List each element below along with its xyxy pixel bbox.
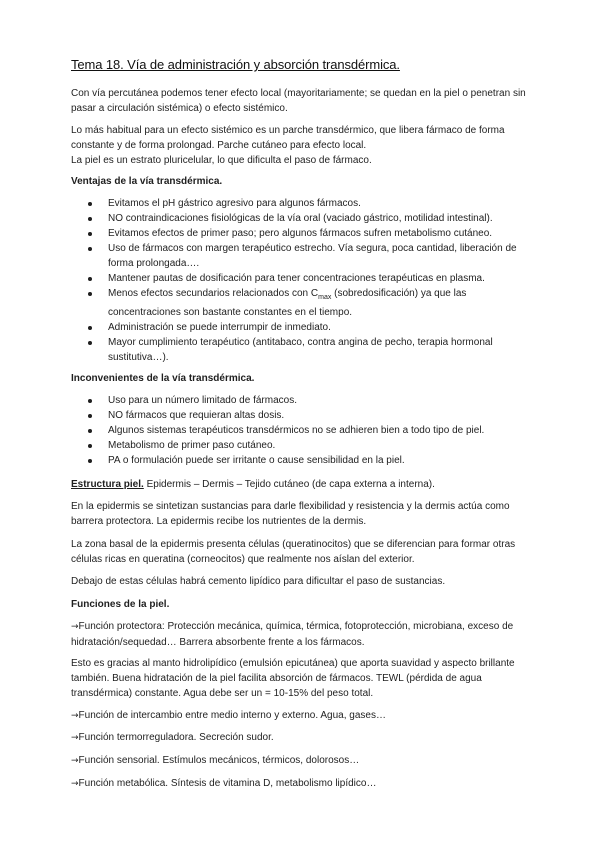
funcion-termo-paragraph [71, 730, 533, 746]
list-item-cmax [71, 286, 533, 320]
funciones-heading: Funciones de la piel. [71, 599, 170, 610]
funcion-sensorial-paragraph [71, 753, 533, 769]
ventajas-list [71, 196, 533, 365]
funcion-intercambio-text: Función de intercambio entre medio interno y externo. Agua, gases… [78, 710, 386, 721]
ventajas-heading: Ventajas de la vía transdérmica. [71, 176, 223, 187]
funcion-termo-text: Función termorreguladora. Secreción sudor. [78, 732, 274, 743]
arrow-icon: → [71, 711, 79, 721]
list-item: Mayor cumplimiento terapéutico (antitabaco, contra angina de pecho, terapia hormonal sustitutiva…). [71, 335, 533, 365]
intro-paragraph-2 [71, 123, 533, 168]
intro-paragraph-2a: Lo más habitual para un efecto sistémico es un parche transdérmico, que libera fármaco de forma constante y de forma prolongad. Parche cutáneo para efecto local. [71, 125, 505, 151]
list-item: NO contraindicaciones fisiológicas de la vía oral (vaciado gástrico, motilidad intestinal). [71, 211, 533, 226]
list-item: Algunos sistemas terapéuticos transdérmicos no se adhieren bien a todo tipo de piel. [71, 423, 533, 438]
epidermis-paragraph: En la epidermis se sintetizan sustancias para darle flexibilidad y resistencia y la dermis actúa como barrera protectora. La epidermis recibe los nutrientes de la dermis. [71, 501, 510, 527]
list-item: Evitamos efectos de primer paso; pero algunos fármacos sufren metabolismo cutáneo. [71, 226, 533, 241]
estructura-label: Estructura piel. [71, 479, 144, 490]
cemento-paragraph: Debajo de estas células habrá cemento lipídico para dificultar el paso de sustancias. [71, 576, 446, 587]
arrow-icon: → [71, 779, 79, 789]
list-item: Uso para un número limitado de fármacos. [71, 393, 533, 408]
intro-paragraph-1: Con vía percutánea podemos tener efecto local (mayoritariamente; se quedan en la piel o penetran sin pasar a circulación sistémica) o efecto sistémico. [71, 88, 526, 114]
funcion-protectora-paragraph [71, 619, 533, 650]
list-item: Metabolismo de primer paso cutáneo. [71, 438, 533, 453]
list-item: PA o formulación puede ser irritante o cause sensibilidad en la piel. [71, 453, 533, 468]
basal-paragraph: La zona basal de la epidermis presenta células (queratinocitos) que se diferencian para formar otras células ricas en queratina (corneocitos) que realmente nos aíslan del exterior. [71, 539, 516, 565]
list-item: Mantener pautas de dosificación para tener concentraciones terapéuticas en plasma. [71, 271, 533, 286]
inconvenientes-list [71, 393, 533, 468]
estructura-text: Epidermis – Dermis – Tejido cutáneo (de capa externa a interna). [143, 479, 435, 490]
arrow-icon: → [71, 622, 79, 632]
estructura-paragraph [71, 477, 533, 492]
funcion-metabolica-text: Función metabólica. Síntesis de vitamina D, metabolismo lipídico… [78, 778, 377, 789]
arrow-icon: → [71, 733, 79, 743]
funcion-sensorial-text: Función sensorial. Estímulos mecánicos, térmicos, dolorosos… [78, 755, 360, 766]
cmax-subscript: max [318, 294, 332, 301]
intro-paragraph-2b: La piel es un estrato pluricelular, lo que dificulta el paso de fármaco. [71, 155, 372, 166]
list-item: Uso de fármacos con margen terapéutico estrecho. Vía segura, poca cantidad, liberación de forma prolongada…. [71, 241, 533, 271]
page-title: Tema 18. Vía de administración y absorción transdérmica. [71, 57, 400, 72]
inconvenientes-heading: Inconvenientes de la vía transdérmica. [71, 373, 255, 384]
arrow-icon: → [71, 756, 79, 766]
list-item: Evitamos el pH gástrico agresivo para algunos fármacos. [71, 196, 533, 211]
funcion-protectora-text: Función protectora: Protección mecánica, química, térmica, fotoprotección, microbiana, exceso de hidratación/sequedad… Barrera absorbente frente a los fármacos. [71, 621, 514, 648]
funcion-intercambio-paragraph [71, 708, 533, 724]
manto-paragraph: Esto es gracias al manto hidrolipídico (emulsión epicutánea) que aporta suavidad y aspecto brillante también. Buena hidratación de la piel facilita absorción de fármacos. TEWL (pérdida de agua transdérmica) constante. Agua debe ser un = 10-15% del peso total. [71, 658, 515, 699]
list-item: Administración se puede interrumpir de inmediato. [71, 320, 533, 335]
cmax-after: (sobredosificación) ya que las concentraciones son bastante constantes en el tiempo. [108, 288, 467, 318]
list-item: NO fármacos que requieran altas dosis. [71, 408, 533, 423]
funcion-metabolica-paragraph [71, 776, 533, 792]
cmax-before: Menos efectos secundarios relacionados con C [108, 288, 319, 299]
